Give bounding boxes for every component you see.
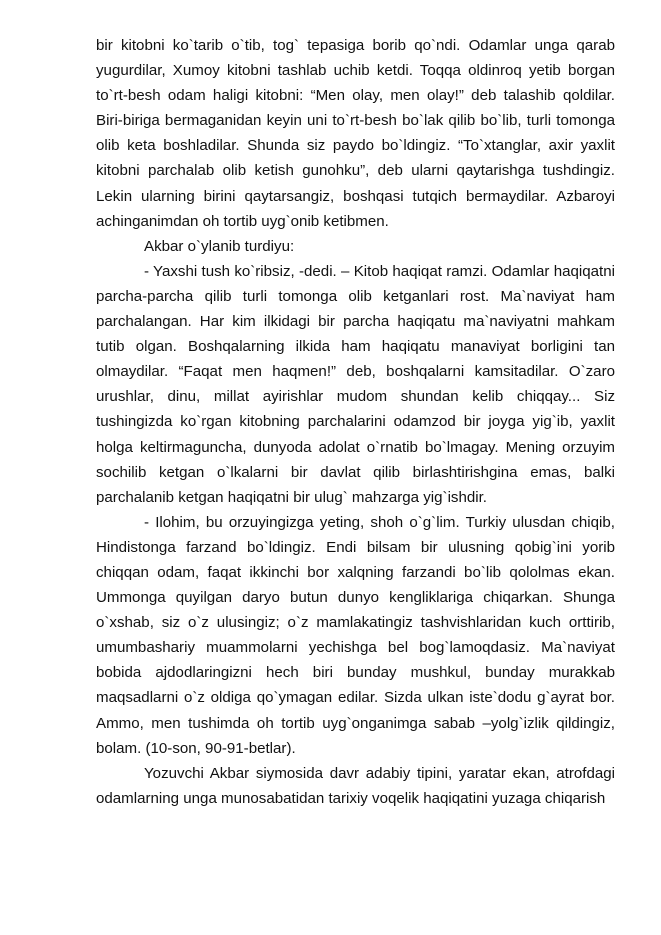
paragraph-1: bir kitobni ko`tarib o`tib, tog` tepasiga borib qo`ndi. Odamlar unga qarab yugurdilar, Xumoy kitobni tashlab uchib ketdi. Toqqa oldinroq yetib borgan to`rt-besh odam haligi kitobni: “Men olay, men olay!” deb talashib qoldilar. Biri-biriga bermaganidan keyin uni to`rt-besh bo`lak qilib bo`lib, turli tomonga olib keta boshladilar. Shunda siz paydo bo`ldingiz. “To`xtanglar, axir yaxlit kitobni parchalab olib ketish gunohku”, deb ularni qaytarishga tushdingiz. Lekin ularning birini qaytarsangiz, boshqasi tutqich bermaydilar. Azbaroyi achinganimdan oh tortib uyg`onib ketibmen. — [96, 37, 615, 230]
paragraph-2: Akbar o`ylanib turdiyu: — [144, 237, 295, 255]
paragraph-5: Yozuvchi Akbar siymosida davr adabiy tipini, yaratar ekan, atrofdagi odamlarning unga munosabatidan tarixiy voqelik haqiqatini yuzaga chiqarish — [96, 764, 615, 807]
paragraph-4: - Ilohim, bu orzuyingizga yeting, shoh o`g`lim. Turkiy ulusdan chiqib, Hindistonga farzand bo`ldingiz. Endi bilsam bir ulusning qobig`ini yorib chiqqan odam, faqat ikkinchi bor xalqning farzandi bo`lib qololmas ekan. Ummonga quyilgan daryo butun dunyo kengliklariga chiqarkan. Shunga o`xshab, siz o`z ulusingiz; o`z mamlakatingiz tashvishlaridan kuch orttirib, umumbashariy muammolarni yechishga bel bog`lamoqdasiz. Ma`naviyat bobida ajdodlaringizni hech biri bunday mushkul, bunday murakkab maqsadlarni o`z oldiga qo`ymagan edilar. Sizda ulkan iste`dodu g`ayrat bor. Ammo, men tushimda oh tortib uyg`onganimga sabab –yolg`izlik qildingiz, bolam. (10-son, 90-91-betlar). — [96, 513, 615, 757]
document-page — [96, 33, 615, 811]
paragraph-3: - Yaxshi tush ko`ribsiz, -dedi. – Kitob haqiqat ramzi. Odamlar haqiqatni parcha-parcha qilib turli tomonga olib ketganlari rost. Ma`naviyat ham parchalangan. Har kim ilkidagi bir parcha haqiqatu ma`naviyatni mahkam tutib olgan. Boshqalarning ilkida ham haqiqatu manaviyat borligini tan olmaydilar. “Faqat men haqmen!” deb, boshqalarni kamsitadilar. O`zaro urushlar, dinu, millat ayirishlar mudom shundan kelib chiqqay... Siz tushingizda ko`rgan kitobning parchalarini odamzod bir joyga yig`ib, yaxlit holga keltirmaguncha, dunyoda adolat o`rnatib bo`lmagay. Mening orzuyim sochilib ketgan o`lkalarni bir davlat qilib birlashtirishgina emas, balki parchalanib ketgan haqiqatni bir ulug` mahzarga yig`ishdir. — [96, 262, 615, 506]
